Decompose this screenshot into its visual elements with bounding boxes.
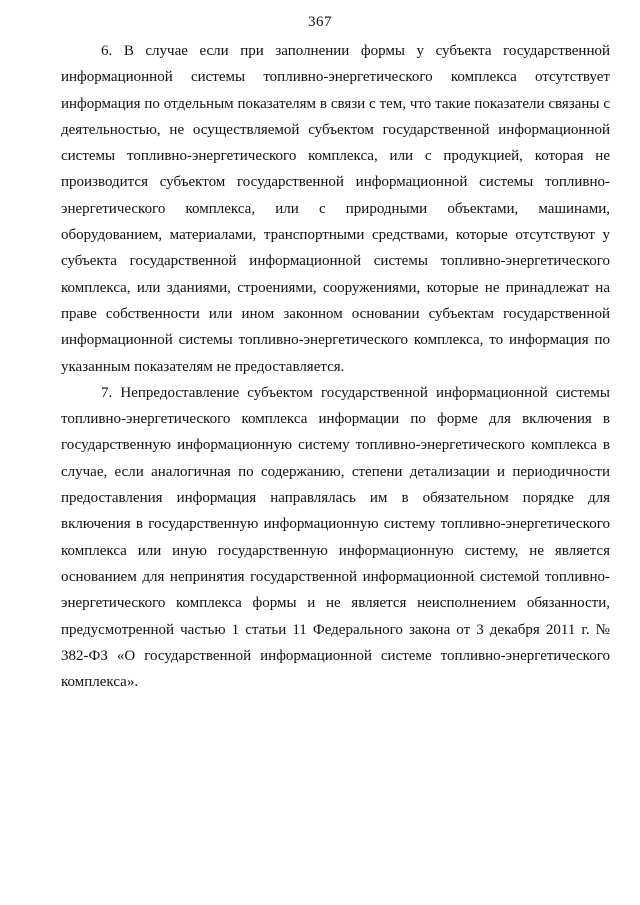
page-number: 367 bbox=[308, 14, 332, 30]
paragraph-7: 7. Непредоставление субъектом государственной информационной системы топливно-энергетического комплекса информации по форме для включения в государственную информационную систему топливно-энергетического комплекса в случае, если аналогичная по содержанию, степени детализации и периодичности предоставления информация направлялась им в обязательном порядке для включения в государственную информационную систему топливно-энергетического комплекса или иную государственную информационную систему, не является основанием для непринятия государственной информационной системой топливно-энергетического комплекса формы и не является неисполнением обязанности, предусмотренной частью 1 статьи 11 Федерального закона от 3 декабря 2011 г. № 382-ФЗ «О государственной информационной системе топливно-энергетического комплекса». bbox=[61, 384, 610, 691]
document-body bbox=[61, 38, 610, 695]
paragraph-6: 6. В случае если при заполнении формы у субъекта государственной информационной системы топливно-энергетического комплекса отсутствует информация по отдельным показателям в связи с тем, что такие показатели связаны с деятельностью, не осуществляемой субъектом государственной информационной системы топливно-энергетического комплекса, или с продукцией, которая не производится субъектом государственной информационной системы топливно-энергетического комплекса, или с природными объектами, машинами, оборудованием, материалами, транспортными средствами, которые отсутствуют у субъекта государственной информационной системы топливно-энергетического комплекса, или зданиями, строениями, сооружениями, которые не принадлежат на праве собственности или ином законном основании субъектам государственной информационной системы топливно-энергетического комплекса, то информация по указанным показателям не предоставляется. bbox=[61, 43, 610, 375]
